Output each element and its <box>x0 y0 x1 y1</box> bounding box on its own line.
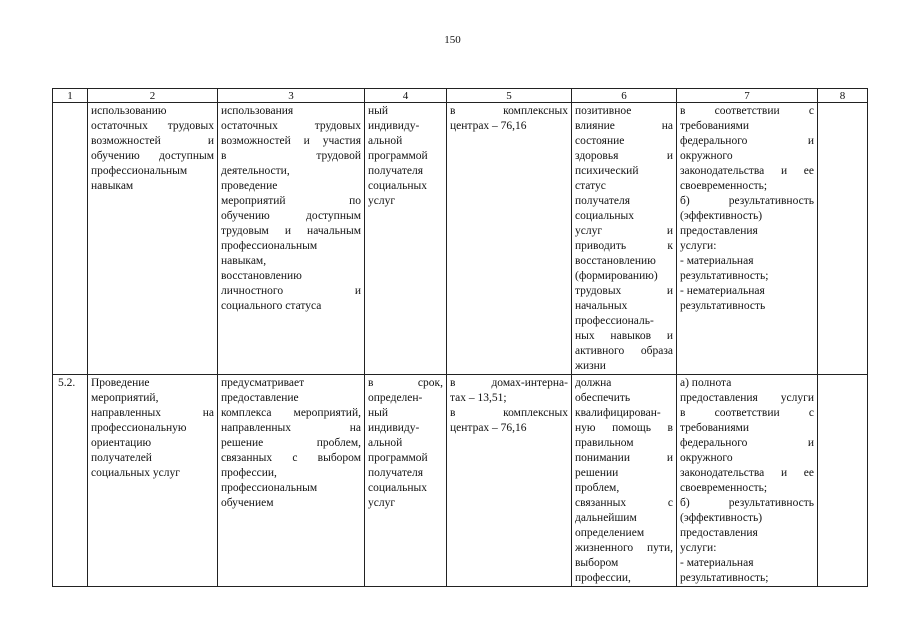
cell-text-line: мероприятий, <box>91 392 159 404</box>
cell-text-line: получателя <box>575 195 630 207</box>
cell-text-line: 5.2. <box>58 377 76 389</box>
cell-text-line: услуги: <box>680 542 717 554</box>
table-cell-col-5 <box>447 103 572 375</box>
cell-text-line: связанных с выбором <box>221 452 361 464</box>
table-cell-col-7 <box>677 103 818 375</box>
column-number-6: 6 <box>572 89 677 103</box>
cell-text-line: профессиональным <box>221 240 318 252</box>
cell-text-line: позитивное <box>575 105 632 117</box>
cell-text-line: здоровья и <box>575 150 673 162</box>
cell-text-line: профессии, <box>221 467 277 479</box>
cell-text-line: социального статуса <box>221 300 322 312</box>
cell-text-line: - материальная <box>680 255 754 267</box>
cell-text-line: законодательства и ее <box>680 467 814 479</box>
cell-text-line: в срок, <box>368 377 443 389</box>
cell-text-line: жизненного пути, <box>575 542 673 554</box>
cell-text-line: решение проблем, <box>221 437 361 449</box>
table-header <box>53 89 868 103</box>
cell-text-line: возможностей и участия <box>221 135 361 147</box>
column-number-1: 1 <box>53 89 88 103</box>
cell-text-line: тах – 13,51; <box>450 392 507 404</box>
cell-text-line: использованию <box>91 105 167 117</box>
cell-text-line: программой <box>368 452 428 464</box>
cell-text-line: ных навыков и <box>575 330 673 342</box>
cell-text-line: результативность <box>680 300 766 312</box>
table-cell-col-1 <box>53 375 88 587</box>
cell-text-line: услуг <box>368 195 396 207</box>
cell-text-line: профессии, <box>575 572 631 584</box>
cell-text-line: обучению доступным <box>91 150 214 162</box>
cell-text-line: комплекса мероприятий, <box>221 407 361 419</box>
column-number-2: 2 <box>88 89 218 103</box>
cell-text-line: в соответствии с <box>680 105 814 117</box>
column-number-5: 5 <box>447 89 572 103</box>
cell-text-line: психический <box>575 165 639 177</box>
cell-text-line: (эффективность) <box>680 512 763 524</box>
cell-text-line: правильном <box>575 437 634 449</box>
cell-text-line: возможностей и <box>91 135 214 147</box>
table-cell-col-6 <box>572 375 677 587</box>
cell-text-line: активного образа <box>575 345 673 357</box>
cell-text-line: - нематериальная <box>680 285 765 297</box>
cell-text-line: в домах-интерна- <box>450 377 568 389</box>
cell-text-line: предоставления услуги <box>680 392 814 404</box>
cell-text-line: в комплексных <box>450 407 568 419</box>
cell-text-line: трудовым и начальным <box>221 225 361 237</box>
cell-text-line: профессиональ- <box>575 315 654 327</box>
cell-text-line: социальных <box>575 210 634 222</box>
cell-text-line: в трудовой <box>221 150 361 162</box>
table-body <box>53 103 868 587</box>
cell-text-line: (формированию) <box>575 270 658 282</box>
cell-text-line: своевременность; <box>680 180 768 192</box>
cell-text-line: (эффективность) <box>680 210 763 222</box>
cell-text-line: результативность; <box>680 572 769 584</box>
cell-text-line: остаточных трудовых <box>91 120 214 132</box>
cell-text-line: получателей <box>91 452 152 464</box>
cell-text-line: должна <box>575 377 612 389</box>
cell-text-line: использования <box>221 105 294 117</box>
cell-text-line: обеспечить <box>575 392 631 404</box>
cell-text-line: приводить к <box>575 240 673 252</box>
cell-text-line: начальных <box>575 300 628 312</box>
cell-text-line: индивиду- <box>368 120 420 132</box>
column-number-4: 4 <box>365 89 447 103</box>
cell-text-line: восстановлению <box>575 255 656 267</box>
table-cell-col-7 <box>677 375 818 587</box>
services-table <box>52 88 868 587</box>
cell-text-line: социальных услуг <box>91 467 180 479</box>
cell-text-line: обучением <box>221 497 274 509</box>
table-cell-col-2 <box>88 103 218 375</box>
table-cell-col-3 <box>218 375 365 587</box>
cell-text-line: проведение <box>221 180 278 192</box>
cell-text-line: получателя <box>368 165 423 177</box>
cell-text-line: окружного <box>680 452 733 464</box>
table-row <box>53 103 868 375</box>
cell-text-line: связанных с <box>575 497 673 509</box>
cell-text-line: центрах – 76,16 <box>450 422 527 434</box>
cell-text-line: социальных <box>368 180 427 192</box>
cell-text-line: понимании и <box>575 452 673 464</box>
cell-text-line: альной <box>368 437 403 449</box>
cell-text-line: навыкам, <box>221 255 267 267</box>
cell-text-line: центрах – 76,16 <box>450 120 527 132</box>
cell-text-line: ный <box>368 105 389 117</box>
column-number-3: 3 <box>218 89 365 103</box>
cell-text-line: - материальная <box>680 557 754 569</box>
cell-text-line: предусматривает <box>221 377 305 389</box>
table-cell-col-4 <box>365 103 447 375</box>
cell-text-line: б) результативность <box>680 195 814 207</box>
table-row <box>53 375 868 587</box>
cell-text-line: определен- <box>368 392 423 404</box>
cell-text-line: влияние на <box>575 120 673 132</box>
cell-text-line: программой <box>368 150 428 162</box>
cell-text-line: Проведение <box>91 377 150 389</box>
cell-text-line: предоставления <box>680 225 758 237</box>
cell-text-line: результативность; <box>680 270 769 282</box>
cell-text-line: остаточных трудовых <box>221 120 361 132</box>
cell-text-line: федерального и <box>680 135 814 147</box>
cell-text-line: жизни <box>575 360 606 372</box>
cell-text-line: ориентацию <box>91 437 152 449</box>
cell-text-line: предоставление <box>221 392 299 404</box>
cell-text-line: определением <box>575 527 645 539</box>
cell-text-line: ную помощь в <box>575 422 673 434</box>
cell-text-line: социальных <box>368 482 427 494</box>
cell-text-line: в комплексных <box>450 105 568 117</box>
cell-text-line: окружного <box>680 150 733 162</box>
cell-text-line: услуг <box>368 497 396 509</box>
cell-text-line: предоставления <box>680 527 758 539</box>
cell-text-line: трудовых и <box>575 285 673 297</box>
cell-text-line: услуг и <box>575 225 673 237</box>
cell-text-line: альной <box>368 135 403 147</box>
cell-text-line: статус <box>575 180 606 192</box>
cell-text-line: требованиями <box>680 422 750 434</box>
cell-text-line: навыкам <box>91 180 134 192</box>
table-cell-col-5 <box>447 375 572 587</box>
cell-text-line: профессиональным <box>91 165 188 177</box>
cell-text-line: личностного и <box>221 285 361 297</box>
cell-text-line: индивиду- <box>368 422 420 434</box>
cell-text-line: квалифицирован- <box>575 407 661 419</box>
cell-text-line: в соответствии с <box>680 407 814 419</box>
cell-text-line: дальнейшим <box>575 512 637 524</box>
table-cell-col-3 <box>218 103 365 375</box>
cell-text-line: мероприятий по <box>221 195 361 207</box>
cell-text-line: б) результативность <box>680 497 814 509</box>
cell-text-line: профессиональным <box>221 482 318 494</box>
cell-text-line: состояние <box>575 135 625 147</box>
column-number-7: 7 <box>677 89 818 103</box>
cell-text-line: проблем, <box>575 482 620 494</box>
column-number-8: 8 <box>818 89 868 103</box>
cell-text-line: ный <box>368 407 389 419</box>
cell-text-line: направленных на <box>91 407 214 419</box>
table-cell-col-2 <box>88 375 218 587</box>
cell-text-line: деятельности, <box>221 165 290 177</box>
cell-text-line: услуги: <box>680 240 717 252</box>
cell-text-line: обучению доступным <box>221 210 361 222</box>
table-cell-col-8 <box>818 103 868 375</box>
cell-text-line: выбором <box>575 557 619 569</box>
table-cell-col-8 <box>818 375 868 587</box>
cell-text-line: восстановлению <box>221 270 302 282</box>
table-cell-col-6 <box>572 103 677 375</box>
cell-text-line: профессиональную <box>91 422 187 434</box>
table-cell-col-1 <box>53 103 88 375</box>
cell-text-line: своевременность; <box>680 482 768 494</box>
cell-text-line: законодательства и ее <box>680 165 814 177</box>
table-cell-col-4 <box>365 375 447 587</box>
cell-text-line: получателя <box>368 467 423 479</box>
cell-text-line: направленных на <box>221 422 361 434</box>
page-number: 150 <box>444 34 461 46</box>
cell-text-line: а) полнота <box>680 377 732 389</box>
cell-text-line: решении <box>575 467 619 479</box>
cell-text-line: федерального и <box>680 437 814 449</box>
cell-text-line: требованиями <box>680 120 750 132</box>
header-row <box>53 89 868 103</box>
